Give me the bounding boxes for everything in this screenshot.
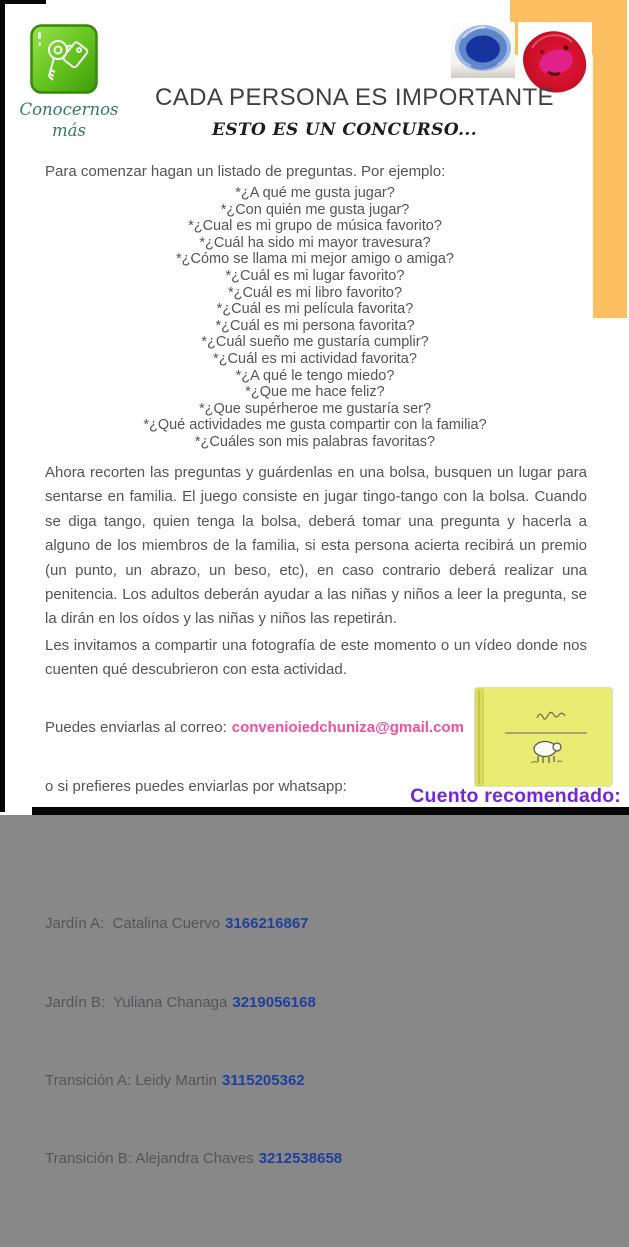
contact-phone-link[interactable]: 3115205362 (222, 1071, 305, 1089)
question-item: *¿Cuáles son mis palabras favoritas? (194, 433, 436, 450)
question-item: *¿Cuál sueño me gustaría cumplir? (201, 334, 429, 351)
question-list (45, 185, 585, 451)
sapphire-gem-image (451, 22, 515, 78)
whatsapp-line: o si prefieres puedes enviarlas por whatsapp: (45, 777, 347, 795)
book-caption: Cuento recomendado: (410, 785, 621, 807)
contact-entry (45, 914, 485, 934)
email-line-prefix: Puedes enviarlas al correo: (45, 719, 227, 737)
question-item: *¿Cuál es mi película favorita? (216, 301, 414, 318)
keys-logo-icon (30, 24, 98, 94)
contact-phone-link[interactable]: 3166216867 (225, 915, 309, 933)
page-subtitle: ESTO ES UN CONCURSO... (211, 120, 478, 140)
book-cover-image (475, 688, 612, 786)
handwritten-title-scribble (537, 713, 565, 720)
question-item: *¿A qué me gusta jugar? (235, 185, 395, 201)
contact-entry-label: Transición B: Alejandra Chaves (45, 1150, 254, 1168)
invitation-paragraph: Les invitamos a compartir una fotografía de este momento o un vídeo donde nos cuenten qué descubrieron con esta actividad. (45, 637, 587, 679)
contact-entry (45, 1071, 485, 1091)
contact-entry-label: Jardín B: Yuliana Chanaga (45, 993, 228, 1011)
email-line (45, 718, 485, 738)
question-item: *¿Qué actividades me gusta compartir con la familia? (143, 417, 487, 434)
question-item: *¿Cuál es mi persona favorita? (215, 317, 415, 334)
scan-border-top (0, 0, 46, 4)
contact-entry-label: Transición A: Leidy Martin (45, 1071, 218, 1089)
contact-entry (45, 1149, 485, 1169)
page-title: CADA PERSONA ES IMPORTANTE (155, 84, 554, 111)
question-item: *¿A qué le tengo miedo? (235, 367, 395, 384)
question-item: *¿Cómo se llama mi mejor amigo o amiga? (175, 251, 454, 268)
questions-section (45, 162, 585, 451)
logo-text-line2: más (52, 121, 86, 140)
intro-line: Para comenzar hagan un listado de preguntas. Por ejemplo: (45, 163, 446, 180)
question-item: *¿Que supérheroe me gustaría ser? (198, 400, 432, 417)
question-item: *¿Que me hace feliz? (245, 384, 385, 401)
orange-side-band-decoration (593, 0, 627, 318)
instructions-paragraph: Ahora recorten las preguntas y guárdenlas en una bolsa, busquen un lugar para sentarse en familia. El juego consiste en jugar tingo-tango con la bolsa. Cuando se diga tango, quien tenga la bolsa, deberá tomar una pregunta y hacerla a alguno de los miembros de la familia, si esta persona acierta recibirá un premio (un punto, un abrazo, un beso, etc), en caso contrario deberá realizar una penitencia. Los adultos deberán ayudar a las niñas y niños a leer la pregunta, se la dirán en los oídos y las niñas y niños las repetirán. (45, 464, 587, 628)
contact-entry-label: Jardín A: Catalina Cuervo (45, 915, 221, 933)
contact-entry-list (45, 836, 485, 1208)
question-item: *¿Cuál es mi lugar favorito? (225, 267, 405, 284)
logo-text-line1: Conocernos (19, 100, 119, 119)
question-item: *¿Cual es mi grupo de música favorito? (188, 218, 442, 235)
contact-entry (45, 993, 485, 1013)
scan-border-left (0, 0, 5, 812)
contact-section (45, 679, 485, 1247)
question-item: *¿Cuál es mi actividad favorita? (213, 350, 417, 367)
question-item: *¿Cuál es mi libro favorito? (227, 284, 403, 301)
sheep-sketch (531, 742, 562, 764)
contact-phone-link[interactable]: 3212538658 (258, 1150, 343, 1168)
question-item: *¿Con quién me gusta jugar? (220, 201, 410, 218)
question-item: *¿Cuál ha sido mi mayor travesura? (199, 234, 431, 251)
email-link[interactable]: convenioiedchuniza@gmail.com (231, 719, 464, 737)
contact-phone-link[interactable]: 3219056168 (232, 993, 316, 1011)
